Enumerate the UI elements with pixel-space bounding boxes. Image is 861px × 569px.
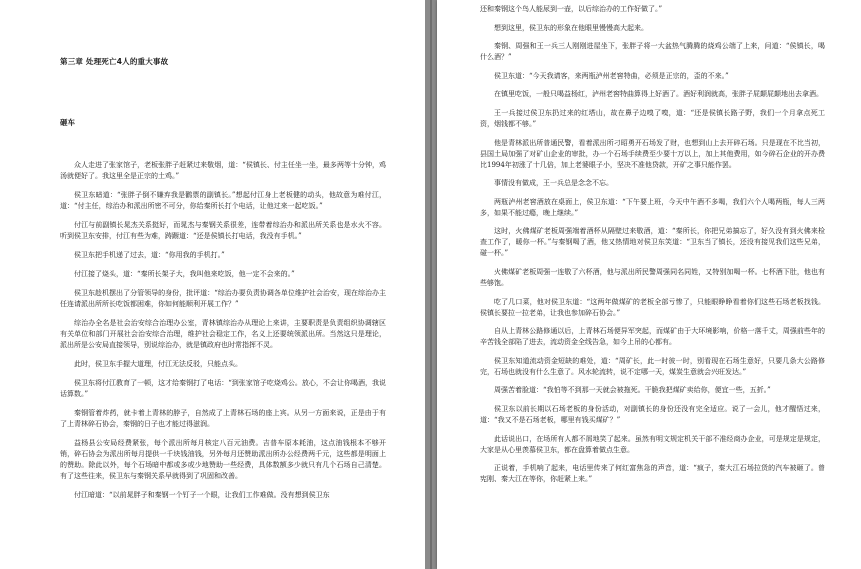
paragraph: 侯卫东以前长期以石场老板的身份活动，对副镇长的身份还没有完全适应。说了一会儿，他才醒悟过来，道：“我又不是石场老板，哪里有钱买煤矿？”	[480, 404, 825, 424]
paragraph: 侯卫东趁机摆出了分管领导的身份，批评道：“综治办要负责协调各单位维护社会治安，现在综治办主任连请派出所所长吃饭都困难，你如何能顺利开展工作？”	[60, 289, 386, 308]
paragraph: 综治办全名是社会治安综合治理办公室，青林镇综治办从理论上来讲，主要职责是负责组织协调辖区有关单位和部门开展社会治安综合治理，维护社会稳定工作，名义上还要统领派出所。当然这只是理论，派出所是公安局直接领导，别说综治办，就是镇政府也时常指挥不灵。	[60, 319, 386, 349]
paragraph: 付江接了烧头，道：“秦所长架子大，我叫他来吃饭，他一定不会来的。”	[74, 270, 295, 278]
paragraph: 正说着，手机响了起来，电话里传来了何红富焦急的声音，道：“疯子，秦大江石场拉货的汽车被砸了。曾宪刚、秦大江在等你，你赶紧上来。”	[480, 464, 825, 484]
paragraph: 此话说出口，在场所有人都不屑地笑了起来。虽然有明文规定机关干部不准经商办企业，可是规定是规定，大家是从心里羡慕侯卫东，都在盘算着做点生意。	[480, 434, 825, 454]
paragraph: 王一兵接过侯卫东扔过来的红塔山，故在鼻子边嗅了嗅，道：“还是侯镇长路子野，我们一个月拿点死工资，烟钱都不够。”	[480, 108, 825, 128]
right-page-content	[480, 0, 825, 493]
paragraph: 付江暗道：“以前晁胖子和秦钢一个钉子一个眼，让我们工作难做。没有想到侯卫东	[74, 491, 330, 499]
paragraph: 还和秦钢这个鸟人能尿到一壶，以后综治办的工作好做了。”	[480, 5, 663, 13]
paragraph: 在镇里吃饭，一般只喝益杨红，泸州老窖特曲算得上好酒了。酒好利润就高，张胖子屁颠屁颠地出去拿酒。	[494, 90, 823, 99]
paragraph: 自从上青林公路修通以后，上青林石场便异军突起，而煤矿由于大环境影响，价格一落千丈，周强前些年的辛苦钱全部陷了进去，流动资金全线告急，如今上吊的心都有。	[480, 327, 825, 347]
paragraph: 想到这里，侯卫东的形象在他眼里慢慢高大起来。	[494, 23, 648, 32]
paragraph: 众人走进了张家馆子，老板张胖子赶紧过来敬烟，道：“侯镇长、付主任坐一坐，最多两等十分钟，鸡汤就便好了。我这里全是正宗的土鸡。”	[60, 161, 386, 180]
paragraph: 秦钢管着炸药，就卡着上青林的脖子，自然成了上青林石场的座上宾。从另一方面来说，正是由于有了上青林碎石协会，秦钢的日子也才能过得滋润。	[60, 409, 386, 428]
paragraph: 侯卫东知道流动资金短缺的难处，道：“周矿长，此一时彼一时，别看现在石场生意好，只要几条大公路修完，石场也就没有什么生意了。风水轮流转，说不定哪一天，煤炭生意就会兴旺发达。”	[480, 356, 825, 376]
paragraph: 侯卫东将付江教育了一顿，这才给秦钢打了电话：“到张家馆子吃烧鸡公。放心，不会让你喝酒，我说话算数。”	[60, 379, 386, 398]
paragraph: 侯卫东把手机递了过去，道：“你用我的手机打。”	[74, 251, 225, 259]
paragraph: 付江与前副镇长晁杰关系挺好，而晁杰与秦钢关系很差，连带着综治办和派出所关系也是水火不容。听到侯卫东安排，付江有些为难，踌蹰道：“还是侯镇长打电话，我没有手机。”	[60, 221, 386, 240]
paragraph: 周强苦着脸道：“我怕等不到那一天就会被拖死。干脆我把煤矿卖给你，便宜一些，五折。”	[494, 386, 771, 395]
right-paragraphs	[480, 4, 825, 485]
chapter-title: 第三章 处理死亡4人的重大事故	[60, 57, 169, 66]
paragraph: 他是青林派出所普通民警，看着派出所刁昭勇开石场发了财，也想到山上去开碎石场。只是现在不比当初，县国土局加强了对矿山企业的审批，办一个石场手续费至少要十万以上，加上其他费用，如今碎石企业的开办费比1994年初涨了十几倍，加上老婆眼子小，坚决不准他贷款，开矿之事只能作罢。	[480, 138, 825, 169]
left-page-content	[60, 0, 386, 509]
section-title: 砸车	[60, 118, 75, 127]
left-paragraphs	[60, 160, 386, 501]
paragraph: 吃了几口菜，他对侯卫东道：“这两年做煤矿的老板全部亏惨了，只能眼睁睁看着你们这些石场老板找钱。侯镇长要拉一拉老弟，让我也参加碎石协会。”	[480, 297, 825, 317]
paragraph: 两瓶泸州老窖酒放在桌面上，侯卫东道：“下午要上班，今天中午酒不多喝，我们六个人喝两瓶，每人三两多，如果不能过瘾，晚上继续。”	[480, 197, 825, 217]
page-divider	[430, 0, 432, 569]
paragraph: 火佛煤矿老板周强一连敬了六杯酒，他与派出所民警周强同名同姓，又特别加喝一杯。七杯酒下肚，他也有些够饱。	[480, 267, 825, 287]
paragraph: 侯卫东暗道：“张胖子倒不嫌弃我是鹳票的副镇长。”想起付江身上老板健的动头，他故意为难付江，道：“付主任，综治办和派出所密不可分，你给秦所长打个电话，让他过来一起吃饭。”	[60, 191, 386, 210]
right-page	[437, 0, 861, 569]
paragraph: 秦钢、周强和王一兵三人刚刚进屋坐下，张胖子将一大盆热气腾腾的烧鸡公端了上来，问道：“侯镇长，喝什么酒？”	[480, 42, 825, 62]
paragraph: 益杨县公安局经费紧张，每个派出所每月核定八百元油费。吉普车原本耗油，这点油钱根本不够开销，碎石协会为派出所每月提供一千块钱油钱，另外每月还赞助派出所办公经费两千元，这些都是明面上的赞助。除此以外，每个石场暗中都或多或少地赞助一些经费，具体数额多少就只有几个石场自己清楚。有了这些往来，侯卫东与秦钢关系早就得到了巩固和改善。	[60, 439, 386, 480]
paragraph: 事情没有做成，王一兵总是念念不忘。	[494, 179, 613, 188]
left-page	[0, 0, 425, 569]
paragraph: 侯卫东道：“今天我请客，来两瓶泸州老窖特曲，必须是正宗的，歪的不来。”	[494, 71, 729, 80]
paragraph: 这时，火佛煤矿老板周强端着酒杯从隔壁过来敬酒，道：“秦所长，你把兄弟搞忘了，好久没有到火佛来检查工作了，暖你一杯。”与秦钢喝了酒，他又热情地对侯卫东笑道：“卫东当了镇长，还没有接见我们这些兄弟，碰一杯。”	[480, 227, 825, 258]
paragraph: 此时，侯卫东手握大道理，付江无法反驳，只能点头。	[74, 360, 242, 368]
